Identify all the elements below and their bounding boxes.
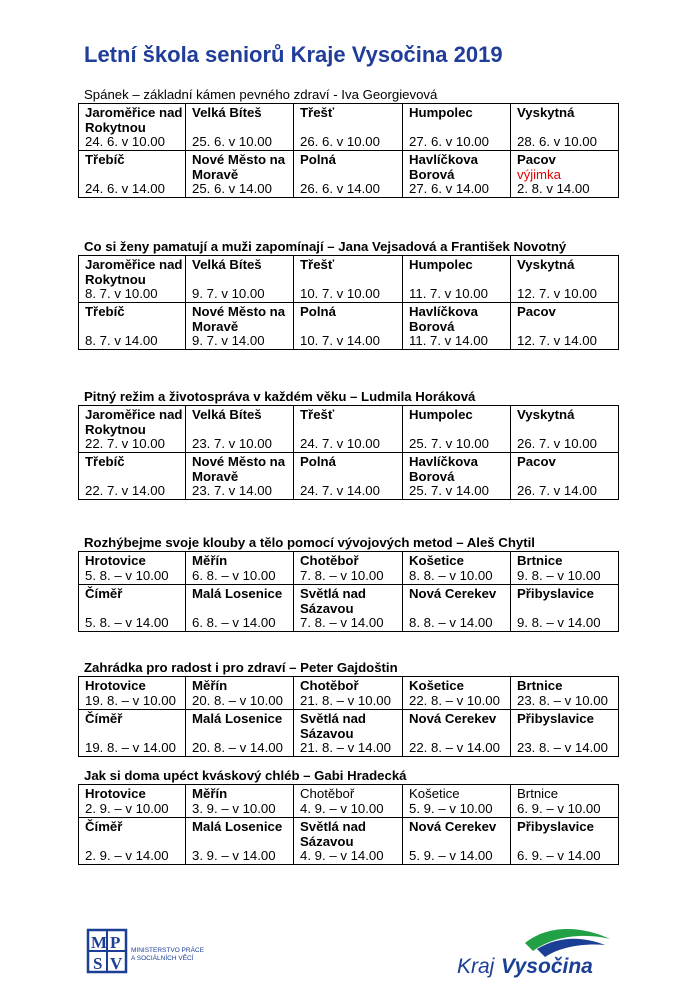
session-date: 5. 8. – v 14.00 bbox=[85, 615, 169, 630]
table-cell bbox=[403, 710, 511, 757]
table-cell bbox=[403, 785, 511, 818]
venue-name: Nové Město na Moravě bbox=[192, 454, 286, 484]
session-date: 5. 9. – v 14.00 bbox=[409, 848, 493, 863]
venue-name: Třešť bbox=[300, 407, 335, 422]
table-cell bbox=[511, 453, 619, 500]
venue-name: Jaroměřice nad Rokytnou bbox=[85, 407, 183, 437]
table-cell bbox=[79, 710, 186, 757]
session-date: 6. 9. – v 10.00 bbox=[517, 801, 601, 816]
schedule-table bbox=[78, 405, 619, 500]
venue-name: Přibyslavice bbox=[517, 819, 594, 834]
table-cell bbox=[294, 303, 403, 350]
venue-name: Nová Cerekev bbox=[409, 586, 497, 601]
session-date: 3. 9. – v 14.00 bbox=[192, 848, 276, 863]
table-cell bbox=[186, 585, 294, 632]
session-date: 6. 8. – v 10.00 bbox=[192, 568, 276, 583]
session-date: 25. 6. v 14.00 bbox=[192, 181, 272, 196]
session-date: 22. 7. v 14.00 bbox=[85, 483, 165, 498]
table-cell bbox=[294, 256, 403, 303]
svg-text:P: P bbox=[110, 933, 121, 952]
session-date: 8. 7. v 14.00 bbox=[85, 333, 158, 348]
table-row bbox=[79, 677, 619, 710]
table-row bbox=[79, 585, 619, 632]
table-cell bbox=[511, 677, 619, 710]
page-title: Letní škola seniorů Kraje Vysočina 2019 bbox=[84, 42, 503, 67]
table-row bbox=[79, 785, 619, 818]
table-cell bbox=[79, 677, 186, 710]
venue-name: Polná bbox=[300, 152, 336, 167]
session-date: 25. 7. v 14.00 bbox=[409, 483, 489, 498]
venue-name: Humpolec bbox=[409, 257, 473, 272]
session-date: 23. 7. v 10.00 bbox=[192, 436, 272, 451]
table-cell bbox=[186, 818, 294, 865]
venue-name: Jaroměřice nad Rokytnou bbox=[85, 257, 183, 287]
venue-name: Nové Město na Moravě bbox=[192, 304, 286, 334]
kraj-bold: Vysočina bbox=[501, 955, 593, 978]
venue-name: Pacov bbox=[517, 304, 556, 319]
table-row bbox=[79, 151, 619, 198]
table-cell bbox=[294, 585, 403, 632]
table-cell bbox=[511, 406, 619, 453]
session-date: 26. 7. v 10.00 bbox=[517, 436, 597, 451]
table-cell bbox=[294, 677, 403, 710]
session-date: 8. 7. v 10.00 bbox=[85, 286, 158, 301]
venue-name: Havlíčkova Borová bbox=[409, 304, 478, 334]
table-row bbox=[79, 453, 619, 500]
section-heading: Spánek – základní kámen pevného zdraví - Iva Georgievová bbox=[84, 87, 438, 102]
session-date: 19. 8. – v 10.00 bbox=[85, 693, 176, 708]
venue-name: Číměř bbox=[85, 819, 123, 834]
session-date: 26. 7. v 14.00 bbox=[517, 483, 597, 498]
section-heading: Zahrádka pro radost i pro zdraví – Peter Gajdoštin bbox=[84, 660, 398, 675]
venue-name: Velká Bíteš bbox=[192, 105, 262, 120]
venue-name: Číměř bbox=[85, 711, 123, 726]
table-cell bbox=[79, 406, 186, 453]
kraj-light: Kraj bbox=[457, 955, 495, 978]
venue-name: Světlá nad Sázavou bbox=[300, 819, 366, 849]
session-date: 21. 8. – v 14.00 bbox=[300, 740, 391, 755]
session-date: 22. 8. – v 10.00 bbox=[409, 693, 500, 708]
table-cell bbox=[403, 151, 511, 198]
table-cell bbox=[186, 453, 294, 500]
session-date: 7. 8. – v 10.00 bbox=[300, 568, 384, 583]
table-cell bbox=[186, 552, 294, 585]
table-cell bbox=[294, 785, 403, 818]
table-cell bbox=[186, 104, 294, 151]
session-date: 21. 8. – v 10.00 bbox=[300, 693, 391, 708]
kraj-vysocina-logo bbox=[455, 925, 615, 981]
venue-name: Brtnice bbox=[517, 786, 559, 801]
venue-name: Havlíčkova Borová bbox=[409, 454, 478, 484]
section-heading: Rozhýbejme svoje klouby a tělo pomocí vývojových metod – Aleš Chytil bbox=[84, 535, 535, 550]
venue-name: Světlá nad Sázavou bbox=[300, 586, 366, 616]
session-date: 2. 9. – v 14.00 bbox=[85, 848, 169, 863]
session-date: 27. 6. v 14.00 bbox=[409, 181, 489, 196]
schedule-table bbox=[78, 551, 619, 632]
table-cell bbox=[403, 104, 511, 151]
table-cell bbox=[79, 818, 186, 865]
session-date: 10. 7. v 10.00 bbox=[300, 286, 380, 301]
section-6 bbox=[78, 768, 618, 865]
session-date: 25. 6. v 10.00 bbox=[192, 134, 272, 149]
venue-name: Vyskytná bbox=[517, 105, 575, 120]
svg-text:M: M bbox=[91, 933, 108, 952]
table-row bbox=[79, 406, 619, 453]
table-row bbox=[79, 552, 619, 585]
table-cell bbox=[403, 677, 511, 710]
session-date: 24. 6. v 14.00 bbox=[85, 181, 165, 196]
table-cell bbox=[294, 453, 403, 500]
session-date: 22. 8. – v 14.00 bbox=[409, 740, 500, 755]
venue-name: Chotěboř bbox=[300, 553, 359, 568]
session-date: 10. 7. v 14.00 bbox=[300, 333, 380, 348]
table-cell bbox=[511, 710, 619, 757]
venue-name: Velká Bíteš bbox=[192, 407, 262, 422]
venue-name: Přibyslavice bbox=[517, 586, 594, 601]
table-cell bbox=[186, 406, 294, 453]
table-cell bbox=[511, 585, 619, 632]
venue-name: Měřín bbox=[192, 678, 228, 693]
session-date: 4. 9. – v 14.00 bbox=[300, 848, 384, 863]
venue-name: Třebíč bbox=[85, 152, 125, 167]
session-date: 9. 8. – v 10.00 bbox=[517, 568, 601, 583]
venue-name: Nová Cerekev bbox=[409, 711, 497, 726]
venue-name: Polná bbox=[300, 304, 336, 319]
section-5 bbox=[78, 660, 618, 757]
venue-name: Hrotovice bbox=[85, 553, 146, 568]
venue-name: Hrotovice bbox=[85, 786, 146, 801]
venue-name: Brtnice bbox=[517, 553, 563, 568]
table-cell bbox=[79, 151, 186, 198]
table-cell bbox=[186, 256, 294, 303]
session-date: 4. 9. – v 10.00 bbox=[300, 801, 384, 816]
session-date: 24. 7. v 10.00 bbox=[300, 436, 380, 451]
venue-name: Vyskytná bbox=[517, 407, 575, 422]
session-date: 11. 7. v 10.00 bbox=[409, 286, 488, 301]
table-cell bbox=[511, 552, 619, 585]
mpsv-line1: MINISTERSTVO PRÁCE bbox=[131, 947, 204, 954]
venue-name: Vyskytná bbox=[517, 257, 575, 272]
session-date: 23. 7. v 14.00 bbox=[192, 483, 272, 498]
session-date: 6. 9. – v 14.00 bbox=[517, 848, 601, 863]
table-cell bbox=[79, 453, 186, 500]
session-date: 9. 7. v 14.00 bbox=[192, 333, 265, 348]
table-cell bbox=[294, 151, 403, 198]
table-cell bbox=[403, 406, 511, 453]
table-row bbox=[79, 256, 619, 303]
table-cell bbox=[403, 818, 511, 865]
venue-name: Hrotovice bbox=[85, 678, 146, 693]
session-date: 24. 6. v 10.00 bbox=[85, 134, 165, 149]
svg-text:V: V bbox=[110, 954, 123, 973]
table-row bbox=[79, 104, 619, 151]
venue-name: Nová Cerekev bbox=[409, 819, 497, 834]
table-cell bbox=[403, 453, 511, 500]
venue-name: Humpolec bbox=[409, 407, 473, 422]
table-cell bbox=[79, 303, 186, 350]
mpsv-line2: A SOCIÁLNÍCH VĚCÍ bbox=[131, 955, 194, 962]
venue-name: Košetice bbox=[409, 553, 464, 568]
session-date: 8. 8. – v 14.00 bbox=[409, 615, 493, 630]
venue-name: Třebíč bbox=[85, 454, 125, 469]
table-cell bbox=[294, 104, 403, 151]
section-heading: Pitný režim a životospráva v každém věku – Ludmila Horáková bbox=[84, 389, 476, 404]
session-date: 23. 8. – v 14.00 bbox=[517, 740, 608, 755]
table-cell bbox=[79, 256, 186, 303]
venue-name: Pacov bbox=[517, 152, 556, 167]
table-cell bbox=[186, 303, 294, 350]
table-cell bbox=[511, 785, 619, 818]
table-cell bbox=[403, 303, 511, 350]
schedule-table bbox=[78, 255, 619, 350]
table-cell bbox=[186, 677, 294, 710]
table-cell bbox=[403, 552, 511, 585]
session-date: 7. 8. – v 14.00 bbox=[300, 615, 384, 630]
section-3 bbox=[78, 389, 618, 500]
venue-name: Brtnice bbox=[517, 678, 563, 693]
table-cell bbox=[79, 104, 186, 151]
venue-name: Košetice bbox=[409, 678, 464, 693]
venue-name: Světlá nad Sázavou bbox=[300, 711, 366, 741]
venue-name: Chotěboř bbox=[300, 678, 359, 693]
section-heading: Jak si doma upéct kváskový chléb – Gabi Hradecká bbox=[84, 768, 407, 783]
table-cell bbox=[511, 104, 619, 151]
venue-name: Havlíčkova Borová bbox=[409, 152, 478, 182]
session-date: 25. 7. v 10.00 bbox=[409, 436, 489, 451]
session-date: 20. 8. – v 10.00 bbox=[192, 693, 283, 708]
table-cell bbox=[294, 552, 403, 585]
table-cell bbox=[186, 785, 294, 818]
section-1 bbox=[78, 87, 618, 198]
table-cell bbox=[511, 151, 619, 198]
session-date: 26. 6. v 14.00 bbox=[300, 181, 380, 196]
venue-name: Pacov bbox=[517, 454, 556, 469]
session-date: 2. 8. v 14.00 bbox=[517, 181, 590, 196]
section-2 bbox=[78, 239, 618, 350]
table-cell bbox=[294, 406, 403, 453]
section-4 bbox=[78, 535, 618, 632]
table-cell bbox=[186, 710, 294, 757]
schedule-table bbox=[78, 676, 619, 757]
session-date: 26. 6. v 10.00 bbox=[300, 134, 380, 149]
session-date: 9. 8. – v 14.00 bbox=[517, 615, 601, 630]
venue-name: Malá Losenice bbox=[192, 711, 283, 726]
table-cell bbox=[294, 818, 403, 865]
session-date: 2. 9. – v 10.00 bbox=[85, 801, 169, 816]
mpsv-logo bbox=[86, 928, 226, 974]
section-heading: Co si ženy pamatují a muži zapomínají – Jana Vejsadová a František Novotný bbox=[84, 239, 567, 254]
session-date: 3. 9. – v 10.00 bbox=[192, 801, 276, 816]
venue-name: Nové Město na Moravě bbox=[192, 152, 286, 182]
session-date: 27. 6. v 10.00 bbox=[409, 134, 489, 149]
venue-name: Chotěboř bbox=[300, 786, 355, 801]
venue-name: Třebíč bbox=[85, 304, 125, 319]
venue-name: Malá Losenice bbox=[192, 586, 283, 601]
table-cell bbox=[186, 151, 294, 198]
venue-name: Měřín bbox=[192, 553, 228, 568]
session-date: 12. 7. v 14.00 bbox=[517, 333, 597, 348]
session-date: 19. 8. – v 14.00 bbox=[85, 740, 176, 755]
venue-name: Malá Losenice bbox=[192, 819, 283, 834]
table-row bbox=[79, 818, 619, 865]
table-row bbox=[79, 710, 619, 757]
table-cell bbox=[511, 818, 619, 865]
session-date: 20. 8. – v 14.00 bbox=[192, 740, 283, 755]
session-date: 28. 6. v 10.00 bbox=[517, 134, 597, 149]
table-cell bbox=[79, 785, 186, 818]
table-cell bbox=[79, 585, 186, 632]
session-date: 5. 8. – v 10.00 bbox=[85, 568, 169, 583]
table-cell bbox=[403, 256, 511, 303]
venue-name: Velká Bíteš bbox=[192, 257, 262, 272]
venue-name: Humpolec bbox=[409, 105, 473, 120]
session-date: 24. 7. v 14.00 bbox=[300, 483, 380, 498]
table-cell bbox=[511, 256, 619, 303]
venue-name: Přibyslavice bbox=[517, 711, 594, 726]
venue-name: Měřín bbox=[192, 786, 228, 801]
session-date: 9. 7. v 10.00 bbox=[192, 286, 265, 301]
venue-name: Třešť bbox=[300, 257, 335, 272]
venue-name: Polná bbox=[300, 454, 336, 469]
table-cell bbox=[294, 710, 403, 757]
venue-name: Košetice bbox=[409, 786, 460, 801]
session-date: 23. 8. – v 10.00 bbox=[517, 693, 608, 708]
session-date: 5. 9. – v 10.00 bbox=[409, 801, 493, 816]
session-date: 6. 8. – v 14.00 bbox=[192, 615, 276, 630]
svg-text:S: S bbox=[93, 954, 103, 973]
table-cell bbox=[79, 552, 186, 585]
venue-name: Třešť bbox=[300, 105, 335, 120]
table-cell bbox=[511, 303, 619, 350]
session-date: 12. 7. v 10.00 bbox=[517, 286, 597, 301]
schedule-table bbox=[78, 784, 619, 865]
table-row bbox=[79, 303, 619, 350]
session-date: 22. 7. v 10.00 bbox=[85, 436, 165, 451]
session-date: 11. 7. v 14.00 bbox=[409, 333, 488, 348]
session-date: 8. 8. – v 10.00 bbox=[409, 568, 493, 583]
venue-name: Číměř bbox=[85, 586, 123, 601]
table-cell bbox=[403, 585, 511, 632]
schedule-table bbox=[78, 103, 619, 198]
exception-note: výjimka bbox=[517, 167, 561, 182]
venue-name: Jaroměřice nad Rokytnou bbox=[85, 105, 183, 135]
